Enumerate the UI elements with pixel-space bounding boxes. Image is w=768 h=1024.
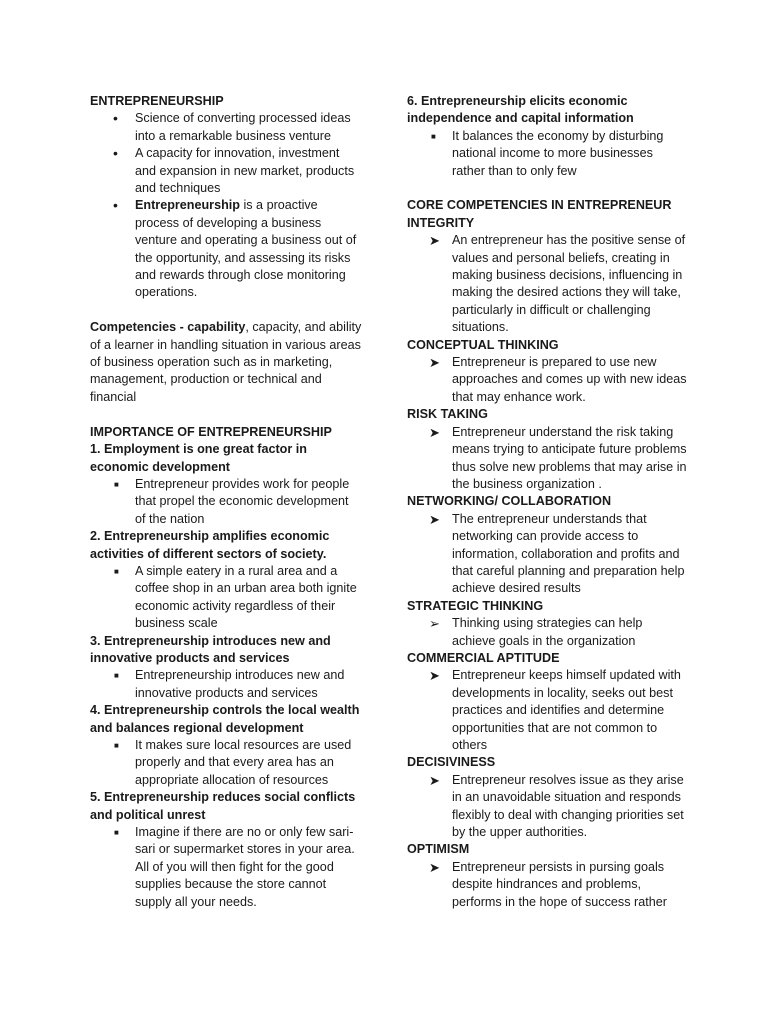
competency-heading: OPTIMISM bbox=[407, 842, 470, 857]
list-item: ■ A simple eatery in a rural area and a coffee shop in an urban area both ignite economic activity regardless of their business scale bbox=[114, 563, 357, 631]
definition-list bbox=[90, 110, 362, 301]
bullet-square-icon: ■ bbox=[114, 671, 119, 681]
bullet-square-icon: ■ bbox=[114, 479, 119, 489]
list-item: ➢ Thinking using strategies can help achieve goals in the organization bbox=[429, 616, 643, 648]
bullet-dot-icon: • bbox=[113, 197, 118, 214]
importance-item-heading: 6. Entrepreneurship elicits economic independence and capital information bbox=[407, 94, 634, 126]
list-item: • A capacity for innovation, investment and expansion in new market, products and techniques bbox=[113, 145, 355, 196]
competency-heading: RISK TAKING bbox=[407, 407, 488, 422]
bullet-square-icon: ■ bbox=[114, 566, 119, 576]
competencies-paragraph: Competencies - capability, capacity, and ability of a learner in handling situation in various areas of business operation such as in marketing, management, production or technical and financial bbox=[90, 320, 362, 404]
left-column bbox=[90, 93, 362, 911]
section-title-importance: IMPORTANCE OF ENTREPRENEURSHIP bbox=[90, 424, 332, 439]
list-item: ➤ Entrepreneur is prepared to use new approaches and comes up with new ideas that may enhance work. bbox=[429, 355, 687, 404]
list-item: ■ It makes sure local resources are used properly and that every area has an appropriate allocation of resources bbox=[114, 738, 352, 787]
arrow-bullet-icon: ➤ bbox=[429, 424, 440, 440]
list-item: • Entrepreneurship is a proactive process of developing a business venture and operating a business out of the opportunity, and assessing its risks and rewards through close monitoring operations. bbox=[113, 197, 357, 300]
list-item: ➤ Entrepreneur persists in pursing goals despite hindrances and problems, performs in the hope of success rather bbox=[429, 859, 667, 909]
list-item: ■ It balances the economy by disturbing national income to more businesses rather than to only few bbox=[431, 128, 664, 178]
arrow-bullet-icon: ➤ bbox=[429, 859, 440, 875]
bullet-dot-icon: • bbox=[113, 110, 118, 127]
arrow-bullet-icon: ➤ bbox=[429, 233, 440, 249]
importance-item-heading: 5. Entrepreneurship reduces social conflicts and political unrest bbox=[90, 790, 356, 822]
arrow-bullet-icon: ➤ bbox=[429, 355, 440, 371]
list-item: ➤ Entrepreneur keeps himself updated with developments in locality, seeks out best practices and identifies and determine opportunities that are not common to others bbox=[429, 668, 681, 753]
list-item: ➤ The entrepreneur understands that networking can provide access to information, collaboration and profits and that careful planning and preparation help achieve desired results bbox=[429, 511, 685, 596]
list-item: ➤ Entrepreneur resolves issue as they arise in an unavoidable situation and responds flexibly to deal with changing priorities set by the upper authorities. bbox=[429, 772, 684, 840]
bullet-square-icon: ■ bbox=[431, 131, 436, 141]
list-item: ■ Imagine if there are no or only few sari-sari or supermarket stores in your area. All of you will then fight for the good supplies because the store cannot supply all your needs. bbox=[114, 825, 355, 909]
list-item: ■ Entrepreneurship introduces new and innovative products and services bbox=[114, 668, 345, 700]
section-title-core-competencies: CORE COMPETENCIES IN ENTREPRENEUR bbox=[407, 198, 672, 213]
list-item: • Science of converting processed ideas into a remarkable business venture bbox=[113, 110, 351, 143]
section-title-entrepreneurship: ENTREPRENEURSHIP bbox=[90, 94, 224, 108]
competency-heading: INTEGRITY bbox=[407, 215, 475, 230]
competency-heading: CONCEPTUAL THINKING bbox=[407, 337, 559, 352]
competency-heading: STRATEGIC THINKING bbox=[407, 598, 544, 613]
bullet-square-icon: ■ bbox=[114, 828, 119, 838]
arrow-bullet-icon: ➤ bbox=[429, 511, 440, 527]
competency-heading: NETWORKING/ COLLABORATION bbox=[407, 494, 612, 509]
bullet-square-icon: ■ bbox=[114, 741, 119, 750]
arrow-bullet-icon: ➤ bbox=[429, 668, 440, 684]
competency-heading: DECISIVINESS bbox=[407, 755, 496, 770]
importance-item-heading: 4. Entrepreneurship controls the local wealth and balances regional development bbox=[90, 703, 360, 735]
competency-heading: COMMERCIAL APTITUDE bbox=[407, 650, 560, 665]
importance-item-heading: 3. Entrepreneurship introduces new and innovative products and services bbox=[90, 633, 331, 665]
list-item: ■ Entrepreneur provides work for people that propel the economic development of the nation bbox=[114, 476, 350, 526]
importance-item-heading: 2. Entrepreneurship amplifies economic activities of different sectors of society. bbox=[90, 529, 330, 561]
arrow-bullet-icon: ➤ bbox=[429, 772, 440, 788]
list-item: ➤ Entrepreneur understand the risk taking means trying to anticipate future problems thus solve new problems that may arise in the business organization . bbox=[429, 424, 687, 491]
bullet-dot-icon: • bbox=[113, 145, 118, 162]
right-column bbox=[407, 93, 689, 911]
list-item: ➤ An entrepreneur has the positive sense of values and personal beliefs, creating in making business decisions, influencing in making the desired actions they will take, particularly in difficult or challenging situations. bbox=[429, 233, 686, 335]
arrow-bullet-icon: ➢ bbox=[429, 616, 440, 632]
importance-item-heading: 1. Employment is one great factor in economic development bbox=[90, 442, 307, 474]
